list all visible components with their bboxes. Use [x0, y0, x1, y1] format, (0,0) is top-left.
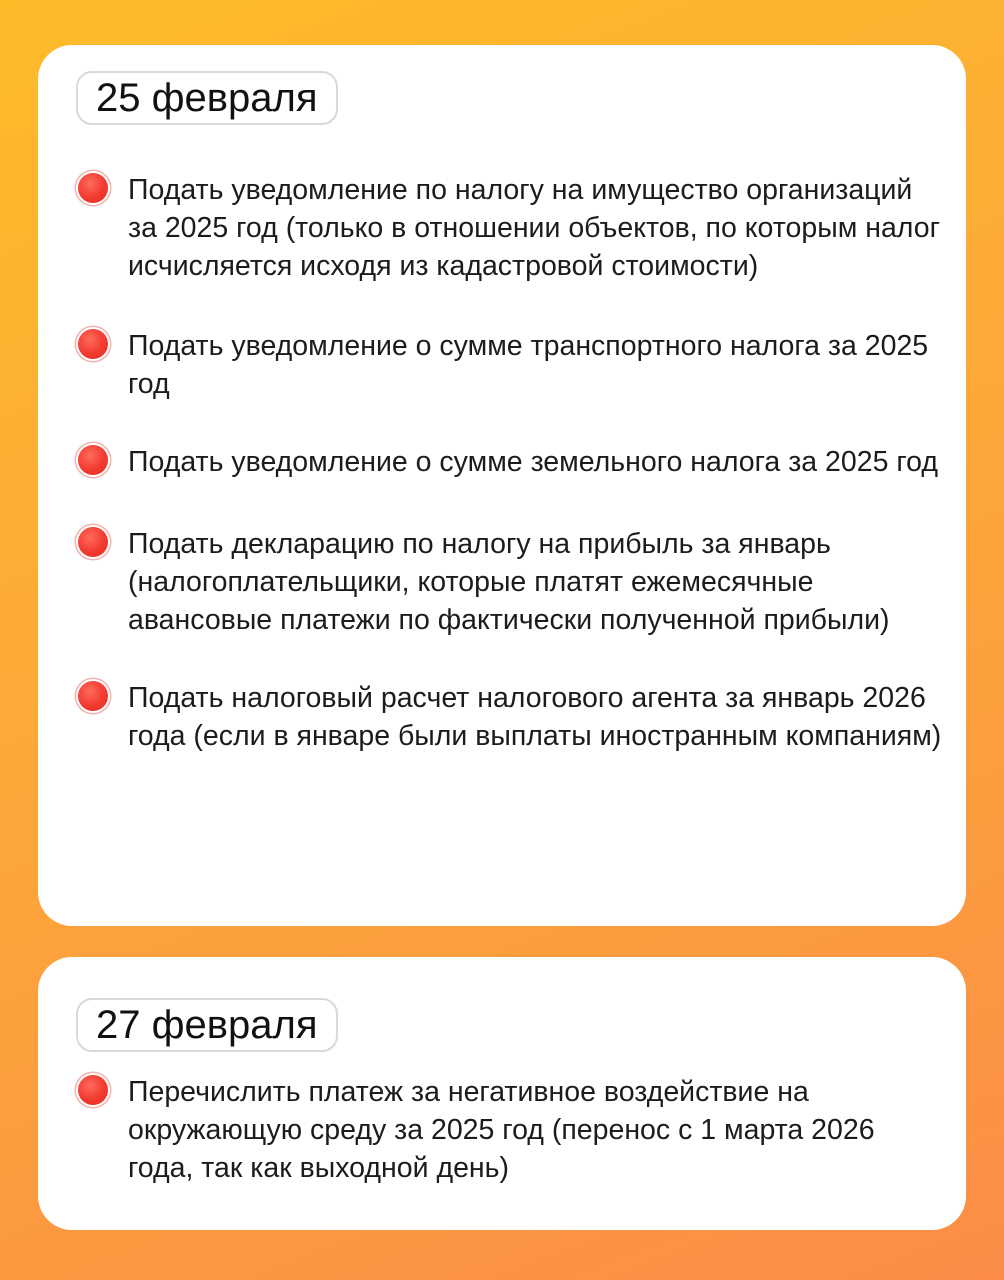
date-badge: 25 февраля	[76, 71, 338, 125]
red-dot-icon	[78, 173, 108, 203]
task-text: Перечислить платеж за негативное воздействие на окружающую среду за 2025 год (перенос с 1 марта 2026 года, так как выходной день)	[128, 1076, 875, 1184]
task-list	[78, 171, 942, 755]
list-item	[78, 525, 942, 639]
date-badge: 27 февраля	[76, 998, 338, 1052]
red-dot-icon	[78, 1075, 108, 1105]
task-text: Подать уведомление по налогу на имущество организаций за 2025 год (только в отношении объектов, по которым налог исчисляется исходя из кадастровой стоимости)	[128, 174, 940, 282]
task-text: Подать налоговый расчет налогового агента за январь 2026 года (если в январе были выплаты иностранным компаниям)	[128, 682, 942, 752]
red-dot-icon	[78, 329, 108, 359]
list-item	[78, 171, 942, 285]
deadline-card-feb-27	[38, 957, 966, 1230]
task-text: Подать уведомление о сумме земельного налога за 2025 год	[128, 446, 938, 478]
list-item	[78, 679, 942, 755]
task-list	[78, 1073, 942, 1187]
list-item	[78, 443, 942, 481]
task-text: Подать декларацию по налогу на прибыль за январь (налогоплательщики, которые платят ежемесячные авансовые платежи по фактически полученной прибыли)	[128, 528, 890, 636]
task-text: Подать уведомление о сумме транспортного налога за 2025 год	[128, 330, 929, 400]
red-dot-icon	[78, 445, 108, 475]
deadline-card-feb-25	[38, 45, 966, 926]
red-dot-icon	[78, 681, 108, 711]
list-item	[78, 1073, 942, 1187]
red-dot-icon	[78, 527, 108, 557]
list-item	[78, 327, 942, 403]
